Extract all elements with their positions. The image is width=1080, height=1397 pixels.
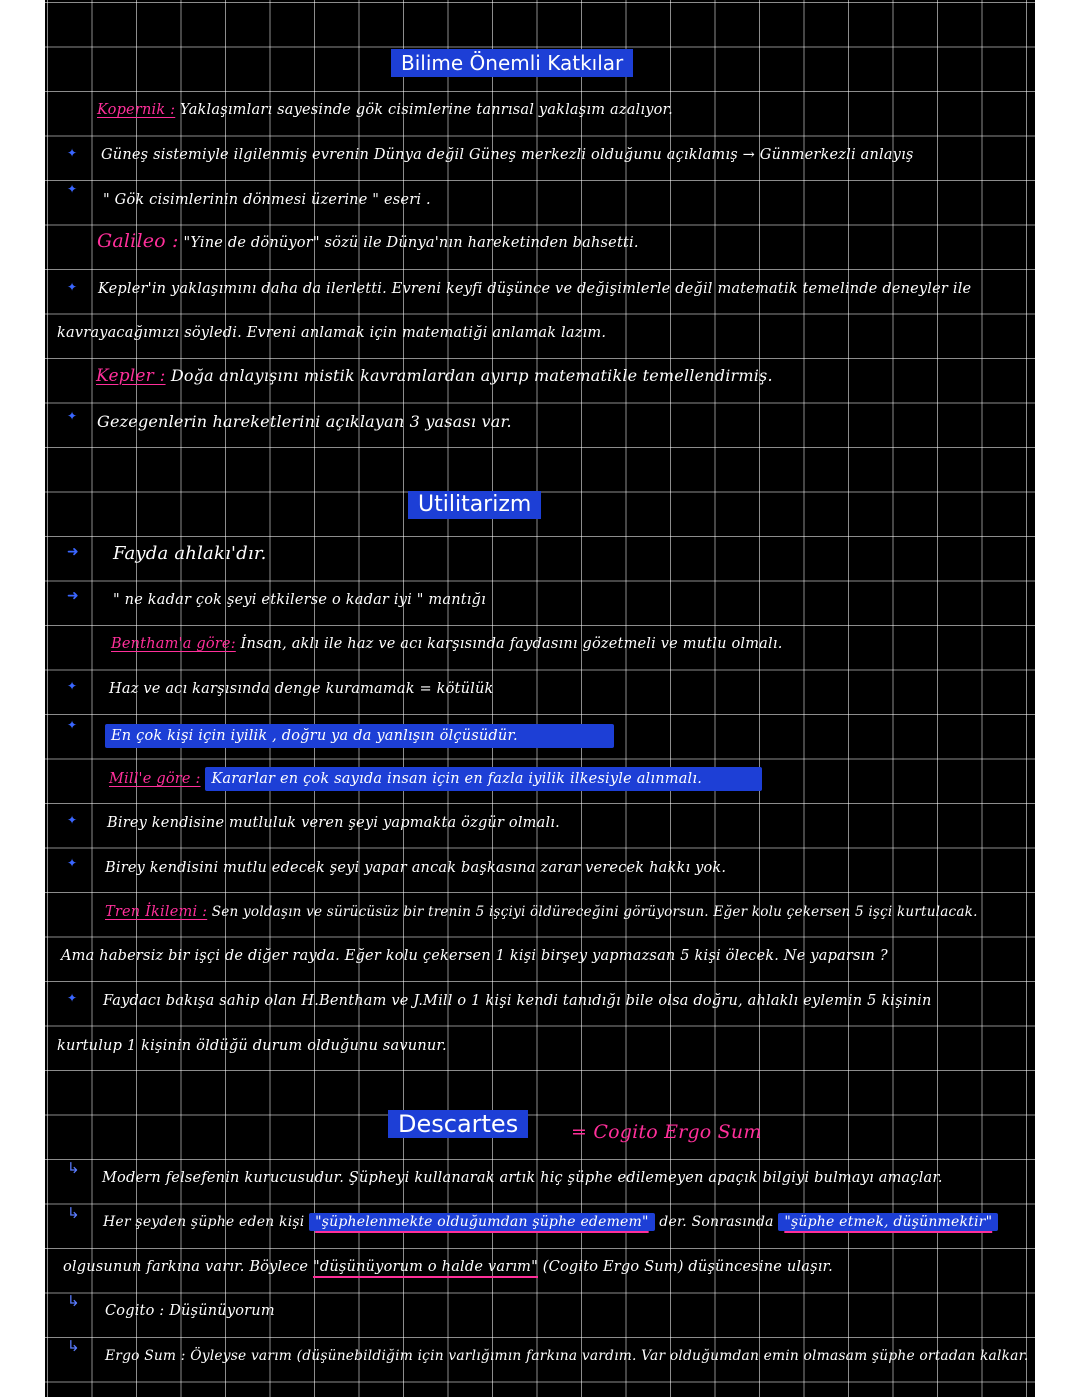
ergo-sum-line: Ergo Sum : Öyleyse varım (düşünebildiğim için varlığımın farkına vardım. Var olduğumdan emin olmasam şüphe ortadan kalkar. bbox=[105, 1348, 1029, 1364]
tren-line bbox=[105, 901, 978, 923]
bullet-icon: ✦ bbox=[67, 409, 78, 423]
kepler-name: Kepler : bbox=[96, 366, 166, 386]
bullet-icon: ✦ bbox=[67, 182, 78, 196]
kopernik-line bbox=[97, 99, 673, 121]
bullet-icon: ✦ bbox=[67, 856, 78, 870]
galileo-name: Galileo : bbox=[97, 230, 179, 252]
kepler-line bbox=[96, 365, 773, 388]
bullet-line: Güneş sistemiyle ilgilenmiş evrenin Dünya değil Güneş merkezli olduğunu açıklamış → Günmerkezli anlayış bbox=[101, 147, 914, 163]
bullet-line: Birey kendisini mutlu edecek şeyi yapar ancak başkasına zarar verecek hakkı yok. bbox=[105, 860, 727, 876]
descartes-subtitle: = Cogito Ergo Sum bbox=[571, 1121, 762, 1143]
tren-label: Tren İkilemi : bbox=[105, 904, 208, 920]
arrow-bullet-icon: ➜ bbox=[67, 588, 79, 604]
kepler-text: Doğa anlayışını mistik kavramlardan ayırıp matematikle temellendirmiş. bbox=[165, 366, 773, 385]
arrow-line: Fayda ahlakı'dır. bbox=[113, 543, 267, 564]
text-line: kavrayacağımızı söyledi. Evreni anlamak için matematiği anlamak lazım. bbox=[57, 325, 607, 341]
section-heading-bilime-katkilar: Bilime Önemli Katkılar bbox=[391, 49, 633, 77]
text-line: olgusunun farkına varır. Böylece "düşünüyorum o halde varım" (Cogito Ergo Sum) düşüncesine ulaşır. bbox=[63, 1259, 833, 1275]
section-heading-utilitarizm: Utilitarizm bbox=[408, 491, 541, 519]
galileo-line bbox=[97, 230, 639, 254]
arrow-line: " ne kadar çok şeyi etkilerse o kadar iyi " mantığı bbox=[113, 592, 486, 608]
bullet-line: Gezegenlerin hareketlerini açıklayan 3 yasası var. bbox=[97, 412, 512, 431]
kopernik-name: Kopernik : bbox=[97, 102, 176, 118]
bullet-icon: ✦ bbox=[67, 679, 78, 693]
corner-arrow-icon: ↳ bbox=[67, 1204, 80, 1222]
bullet-icon: ✦ bbox=[67, 718, 78, 732]
mill-text: Kararlar en çok sayıda insan için en fazla iyilik ilkesiyle alınmalı. bbox=[205, 767, 762, 791]
corner-arrow-icon: ↳ bbox=[67, 1292, 80, 1310]
bullet-line: Kepler'in yaklaşımını daha da ilerletti. Evreni keyfi düşünce ve değişimlerle değil matematik temelinde deneyler ile bbox=[98, 281, 972, 297]
bullet-line: Her şeyden şüphe eden kişi "şüphelenmekte olduğumdan şüphe edemem" der. Sonrasında "şüphe etmek, düşünmektir" bbox=[103, 1211, 998, 1233]
text-line: kurtulup 1 kişinin öldüğü durum olduğunu savunur. bbox=[57, 1038, 447, 1054]
bullet-icon: ✦ bbox=[67, 991, 78, 1005]
bentham-label: Bentham'a göre: bbox=[111, 636, 236, 652]
tren-text: Sen yoldaşın ve sürücüsüz bir trenin 5 işçiyi öldüreceğini görüyorsun. Eğer kolu çekersen 5 işçi kurtulacak. bbox=[207, 904, 978, 920]
bullet-icon: ✦ bbox=[67, 280, 78, 294]
corner-arrow-icon: ↳ bbox=[67, 1337, 80, 1355]
bullet-line: Birey kendisine mutluluk veren şeyi yapmakta özgür olmalı. bbox=[107, 815, 560, 831]
bullet-line: Haz ve acı karşısında denge kuramamak = kötülük bbox=[109, 681, 494, 697]
bullet-line: Faydacı bakışa sahip olan H.Bentham ve J.Mill o 1 kişi kendi tanıdığı bile olsa doğru, ahlaklı eylemin 5 kişinin bbox=[103, 993, 932, 1009]
arrow-bullet-icon: ➜ bbox=[67, 544, 79, 560]
bullet-line: " Gök cisimlerinin dönmesi üzerine " eseri . bbox=[103, 192, 431, 208]
corner-arrow-icon: ↳ bbox=[67, 1159, 80, 1177]
bullet-icon: ✦ bbox=[67, 813, 78, 827]
bentham-line bbox=[111, 633, 783, 655]
kopernik-text: Yaklaşımları sayesinde gök cisimlerine tanrısal yaklaşım azalıyor. bbox=[175, 102, 673, 118]
bullet-line: Modern felsefenin kurucusudur. Şüpheyi kullanarak artık hiç şüphe edilemeyen apaçık bilgiyi bulmayı amaçlar. bbox=[102, 1170, 943, 1186]
cogito-line: Cogito : Düşünüyorum bbox=[105, 1303, 275, 1319]
text-line: Ama habersiz bir işçi de diğer rayda. Eğer kolu çekersen 1 kişi birşey yapmazsan 5 kişi ölecek. Ne yaparsın ? bbox=[61, 948, 888, 964]
notebook-page bbox=[45, 0, 1035, 1397]
bullet-icon: ✦ bbox=[67, 146, 78, 160]
section-heading-descartes: Descartes bbox=[388, 1110, 528, 1138]
mill-line bbox=[109, 767, 762, 791]
mill-label: Mill'e göre : bbox=[109, 771, 201, 787]
bullet-line: En çok kişi için iyilik , doğru ya da yanlışın ölçüsüdür. bbox=[105, 724, 614, 748]
bentham-text: İnsan, aklı ile haz ve acı karşısında faydasını gözetmeli ve mutlu olmalı. bbox=[235, 636, 783, 652]
galileo-text: "Yine de dönüyor" sözü ile Dünya'nın hareketinden bahsetti. bbox=[178, 235, 639, 251]
